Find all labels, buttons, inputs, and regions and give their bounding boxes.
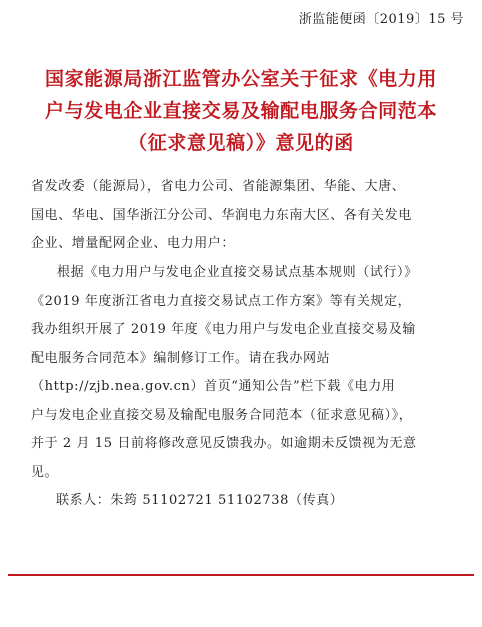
title-line-3: （征求意见稿）》意见的函 — [128, 132, 354, 154]
body-line: 《2019 年度浙江省电力直接交易试点工作方案》等有关规定， — [31, 293, 412, 309]
body-line: 配电服务合同范本》编制修订工作。请在我办网站 — [31, 350, 331, 366]
addressee-line: 省发改委（能源局），省电力公司、省能源集团、华能、大唐、 — [31, 179, 406, 194]
body-line: 根据《电力用户与发电企业直接交易试点基本规则（试行）》 — [57, 265, 418, 280]
body-line: 我办组织开展了 2019 年度《电力用户与发电企业直接交易及输 — [31, 322, 416, 337]
contact-info: 联系人：朱筠 51102721 51102738（传真） — [56, 493, 344, 508]
document-number: 浙监能便函〔2019〕15 号 — [298, 12, 464, 27]
body-line: 户与发电企业直接交易及输配电服务合同范本（征求意见稿）》， — [31, 407, 413, 423]
addressee-line: 国电、华电、国华浙江分公司、华润电力东南大区、各有关发电 — [31, 207, 412, 223]
body-line: 并于 2 月 15 日前将修改意见反馈我办。如逾期未反馈视为无意 — [31, 436, 417, 451]
body-line: （http://zjb.nea.gov.cn）首页“通知公告”栏下载《电力用 — [31, 379, 396, 394]
body-line: 见。 — [31, 464, 59, 480]
addressee-block — [31, 173, 455, 259]
title-line-1: 国家能源局浙江监管办公室关于征求《电力用 — [44, 68, 437, 90]
addressee-line: 企业、增量配网企业、电力用户： — [31, 236, 236, 251]
body-paragraph — [31, 259, 455, 487]
title-line-2: 户与发电企业直接交易及输配电服务合同范本 — [44, 100, 437, 122]
footer-red-rule — [8, 574, 474, 576]
